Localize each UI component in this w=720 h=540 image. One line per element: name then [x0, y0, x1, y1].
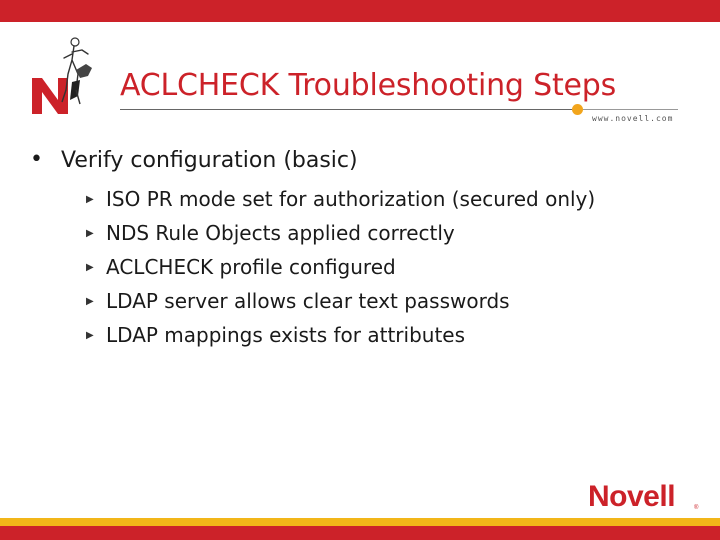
- sub-bullet-text: LDAP server allows clear text passwords: [106, 289, 510, 313]
- main-bullet: [30, 144, 700, 176]
- bullet-dot-icon: •: [30, 147, 43, 172]
- novell-brand-logo: Novell: [588, 480, 676, 513]
- sub-bullet: [86, 250, 700, 284]
- website-url: www.novell.com: [592, 114, 674, 123]
- bottom-yellow-stripe: [0, 518, 720, 526]
- sub-bullet-text: NDS Rule Objects applied correctly: [106, 221, 455, 245]
- sub-bullet-list: [86, 182, 700, 352]
- sub-bullet-text: ISO PR mode set for authorization (secured only): [106, 187, 596, 211]
- sub-bullet-text: LDAP mappings exists for attributes: [106, 323, 466, 347]
- sub-bullet-text: ACLCHECK profile configured: [106, 255, 396, 279]
- sub-bullet: [86, 318, 700, 352]
- main-bullet-text: Verify configuration (basic): [60, 147, 358, 173]
- slide-content: [30, 144, 700, 352]
- triangle-bullet-icon: ▶: [86, 193, 94, 205]
- triangle-bullet-icon: ▶: [86, 261, 94, 273]
- novell-logo-icon: [28, 30, 106, 120]
- slide-title: ACLCHECK Troubleshooting Steps: [120, 68, 617, 103]
- triangle-bullet-icon: ▶: [86, 295, 94, 307]
- bottom-red-stripe: [0, 526, 720, 540]
- top-red-stripe: [0, 0, 720, 22]
- title-underline-right: [583, 109, 678, 110]
- bottom-stripe: [0, 518, 720, 540]
- sub-bullet: [86, 182, 700, 216]
- triangle-bullet-icon: ▶: [86, 329, 94, 341]
- orange-dot-icon: [572, 104, 583, 115]
- triangle-bullet-icon: ▶: [86, 227, 94, 239]
- registered-mark: ®: [694, 505, 699, 511]
- sub-bullet: [86, 216, 700, 250]
- sub-bullet: [86, 284, 700, 318]
- title-underline: [120, 109, 575, 110]
